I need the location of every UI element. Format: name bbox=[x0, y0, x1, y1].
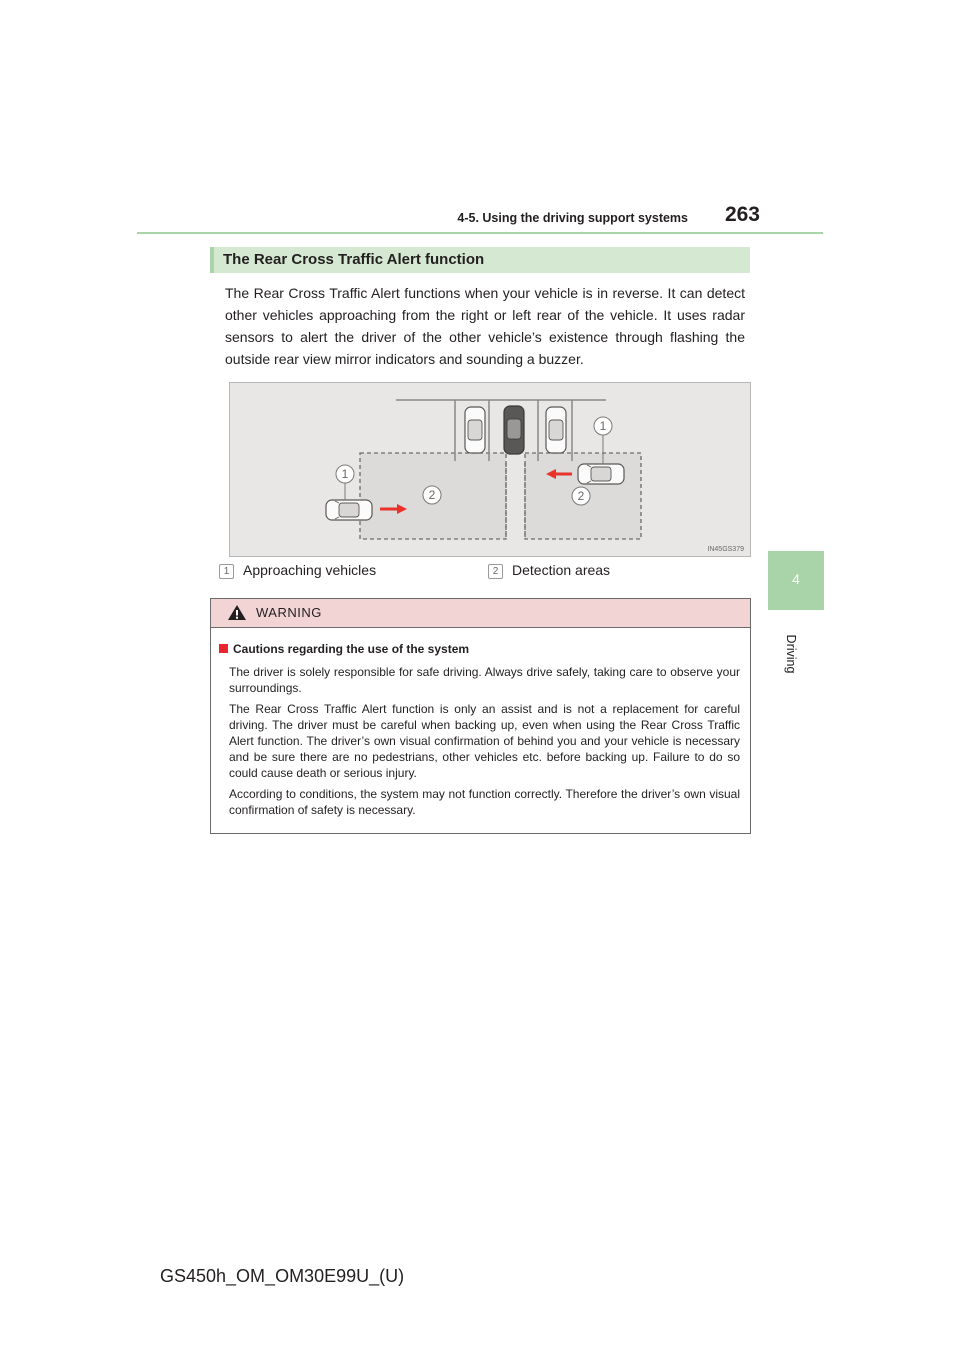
parking-diagram bbox=[229, 382, 751, 557]
warning-paragraph: The driver is solely responsible for safe driving. Always drive safely, taking care to observe your surroundings. bbox=[229, 665, 740, 695]
section-heading-text: The Rear Cross Traffic Alert function bbox=[223, 251, 485, 268]
warning-header bbox=[211, 599, 750, 628]
chapter-label-holder bbox=[783, 625, 799, 685]
chapter-tab bbox=[768, 551, 824, 610]
svg-text:1: 1 bbox=[599, 419, 607, 433]
warning-title-text: Cautions regarding the use of the system bbox=[233, 642, 470, 656]
approaching-vehicle-right bbox=[578, 464, 624, 484]
parking-stalls bbox=[396, 400, 606, 461]
bullet-square-icon bbox=[219, 644, 228, 653]
page-number: 263 bbox=[724, 203, 760, 226]
parked-car bbox=[546, 407, 566, 453]
callout-1-left bbox=[336, 465, 354, 483]
svg-text:2: 2 bbox=[428, 488, 436, 502]
header-rule bbox=[137, 232, 823, 234]
legend-marker: 2 bbox=[488, 564, 503, 579]
legend-marker: 1 bbox=[219, 564, 234, 579]
parked-car bbox=[465, 407, 485, 453]
chapter-label: Driving bbox=[784, 634, 798, 674]
callout-1-right bbox=[594, 417, 612, 435]
callout-2-right bbox=[572, 487, 590, 505]
warning-box bbox=[210, 598, 751, 834]
section-heading bbox=[210, 247, 750, 273]
legend-label: Approaching vehicles bbox=[243, 562, 377, 578]
warning-triangle-icon bbox=[227, 604, 247, 621]
legend-item bbox=[488, 562, 610, 579]
warning-title bbox=[219, 642, 469, 656]
section-heading-bar bbox=[210, 247, 214, 273]
legend-label: Detection areas bbox=[512, 562, 611, 578]
approaching-vehicle-left bbox=[326, 500, 372, 520]
intro-paragraph: The Rear Cross Traffic Alert functions when your vehicle is in reverse. It can detect other vehicles approaching from the right or left rear of the vehicle. It uses radar sensors to alert the driver of the other vehicle’s existence through flashing the outside rear view mirror indicators and sounding a buzzer. bbox=[225, 285, 745, 367]
svg-text:1: 1 bbox=[341, 467, 349, 481]
warning-paragraph: The Rear Cross Traffic Alert function is only an assist and is not a replacement for careful driving. The driver must be careful when backing up, even when using the Rear Cross Traffic Alert function. The driver’s own visual confirmation of behind you and your vehicle is necessary and be sure there are no pedestrians, other vehicles etc. before backing up. Failure to do so could cause death or serious injury. bbox=[229, 702, 740, 780]
figure-code: IN45GS379 bbox=[707, 546, 744, 553]
warning-label: WARNING bbox=[256, 605, 322, 620]
chapter-number: 4 bbox=[792, 571, 800, 587]
own-vehicle bbox=[504, 406, 524, 454]
svg-text:2: 2 bbox=[577, 489, 585, 503]
document-code: GS450h_OM_OM30E99U_(U) bbox=[160, 1266, 405, 1286]
callout-2-left bbox=[423, 486, 441, 504]
warning-paragraph: According to conditions, the system may not function correctly. Therefore the driver’s own visual confirmation of safety is necessary. bbox=[229, 787, 740, 817]
running-header-section: 4-5. Using the driving support systems bbox=[457, 211, 688, 225]
legend-item bbox=[219, 562, 376, 579]
